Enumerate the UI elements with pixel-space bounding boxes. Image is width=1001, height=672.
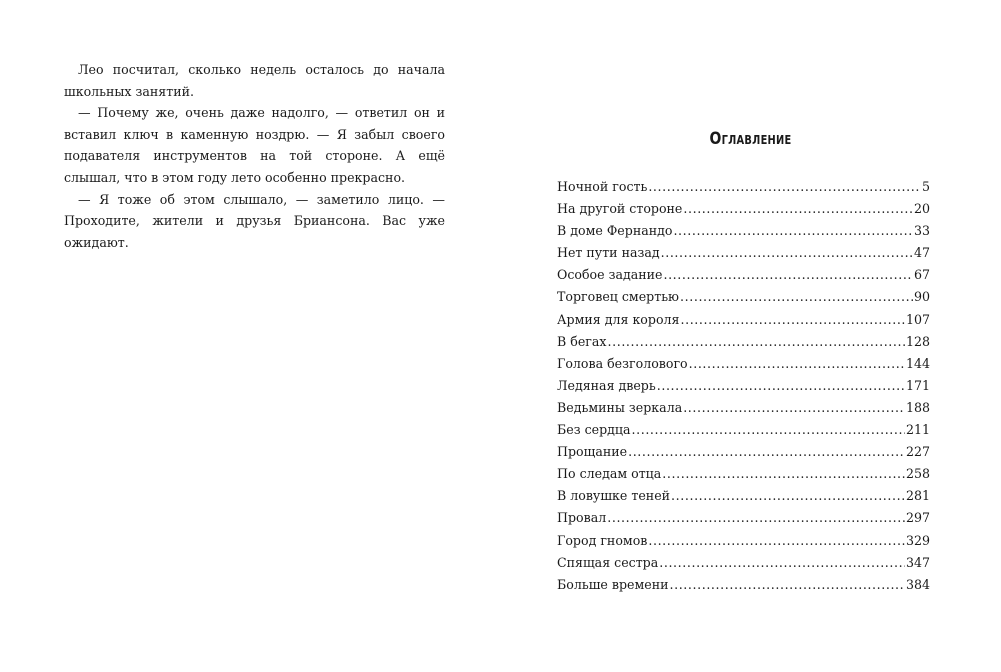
toc-dot-leader — [648, 530, 905, 552]
toc-chapter-title: Ночной гость — [557, 179, 648, 194]
toc-chapter-title: В бегах — [557, 333, 607, 349]
toc-chapter-title: Прощание — [557, 444, 628, 460]
toc-dot-leader — [632, 419, 905, 441]
toc-dot-leader — [683, 198, 913, 220]
toc-page-number: 33 — [913, 223, 930, 239]
toc-page-number: 329 — [905, 532, 930, 548]
toc-dot-leader — [659, 552, 905, 574]
story-paragraph: Лео посчитал, сколько недель осталось до начала школьных занятий. — [64, 62, 445, 99]
toc-page-number: 107 — [905, 311, 930, 327]
toc-dot-leader — [662, 463, 905, 485]
toc-entry — [557, 353, 930, 375]
toc-entry — [557, 220, 930, 242]
toc-list — [557, 176, 930, 596]
toc-dot-leader — [608, 331, 905, 353]
toc-entry — [557, 552, 930, 574]
toc-chapter-title: Особое задание — [557, 267, 663, 283]
toc-page-number: 227 — [905, 444, 930, 460]
toc-entry — [557, 419, 930, 441]
toc-dot-leader — [661, 242, 913, 264]
toc-dot-leader — [607, 507, 905, 529]
toc-dot-leader — [648, 176, 921, 198]
toc-entry — [557, 309, 930, 331]
left-page — [0, 0, 500, 672]
toc-entry — [557, 463, 930, 485]
toc-chapter-title: Торговец смертью — [557, 289, 680, 305]
toc-page-number: 171 — [905, 377, 930, 393]
toc-chapter-title: Армия для короля — [557, 311, 680, 327]
toc-page-number: 144 — [905, 355, 930, 371]
toc-entry — [557, 441, 930, 463]
toc-chapter-title: Ведьмины зеркала — [557, 399, 683, 415]
right-page — [500, 0, 1001, 672]
toc-page-number: 297 — [905, 510, 930, 526]
story-paragraph: — Я тоже об этом слышало, — заметило лицо. — Проходите, жители и друзья Бриансона. Вас уже ожидают. — [64, 191, 445, 250]
toc-dot-leader — [670, 574, 905, 596]
toc-entry — [557, 397, 930, 419]
toc-dot-leader — [657, 375, 905, 397]
toc-chapter-title: Ледяная дверь — [557, 377, 656, 393]
toc-entry — [557, 198, 930, 220]
toc-chapter-title: В ловушке теней — [557, 488, 671, 504]
toc-entry — [557, 530, 930, 552]
toc-page-number: 211 — [905, 422, 930, 438]
toc-chapter-title: Нет пути назад — [557, 245, 660, 261]
toc-chapter-title: Без сердца — [557, 422, 631, 438]
toc-entry — [557, 485, 930, 507]
toc-entry — [557, 176, 930, 198]
toc-dot-leader — [628, 441, 905, 463]
toc-chapter-title: В доме Фернандо — [557, 223, 673, 239]
toc-entry — [557, 286, 930, 308]
toc-chapter-title: По следам отца — [557, 466, 662, 482]
toc-page-number: 5 — [921, 179, 930, 194]
toc-entry — [557, 507, 930, 529]
toc-dot-leader — [663, 264, 913, 286]
story-paragraph: — Почему же, очень даже надолго, — ответил он и вставил ключ в каменную ноздрю. — Я забыл своего подавателя инструментов на той стороне. А ещё слышал, что в этом году лето особенно прекрасно. — [64, 105, 445, 185]
toc-chapter-title: Город гномов — [557, 532, 648, 548]
toc-page-number: 20 — [913, 201, 930, 217]
toc-entry — [557, 242, 930, 264]
toc-title: Оглавление — [709, 129, 792, 149]
toc-entry — [557, 574, 930, 596]
toc-dot-leader — [680, 286, 913, 308]
toc-dot-leader — [673, 220, 913, 242]
toc-chapter-title: Провал — [557, 510, 607, 526]
toc-page-number: 47 — [913, 245, 930, 261]
toc-dot-leader — [671, 485, 905, 507]
toc-chapter-title: На другой стороне — [557, 201, 683, 217]
toc-page-number: 258 — [905, 466, 930, 482]
toc-page-number: 347 — [905, 554, 930, 570]
toc-chapter-title: Спящая сестра — [557, 554, 659, 570]
toc-entry — [557, 375, 930, 397]
toc-entry — [557, 331, 930, 353]
toc-page-number: 67 — [913, 267, 930, 283]
toc-chapter-title: Голова безголового — [557, 355, 688, 371]
story-text-block — [64, 59, 445, 253]
toc-dot-leader — [689, 353, 905, 375]
toc-page-number: 384 — [905, 576, 930, 592]
toc-chapter-title: Больше времени — [557, 576, 669, 592]
toc-dot-leader — [680, 309, 904, 331]
toc-dot-leader — [683, 397, 905, 419]
toc-entry — [557, 264, 930, 286]
toc-page-number: 281 — [905, 488, 930, 504]
toc-page-number: 128 — [905, 333, 930, 349]
toc-page-number: 188 — [905, 399, 930, 415]
toc-page-number: 90 — [913, 289, 930, 305]
